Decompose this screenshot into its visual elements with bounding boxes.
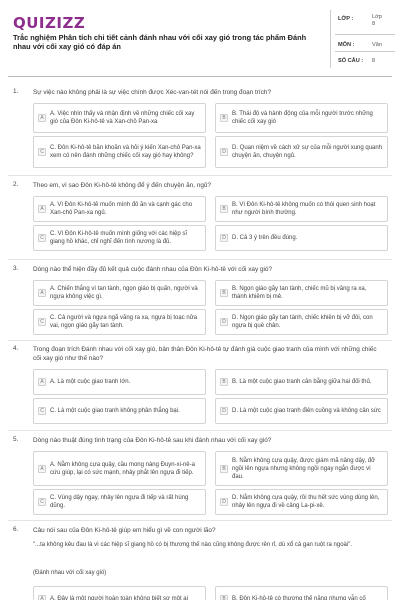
q2-option-d[interactable] [215, 225, 388, 251]
option-text: B. Vì Đôn Ki-hô-tê không muốn có thói quen sinh hoạt như người bình thường. [232, 202, 376, 216]
q4-option-a[interactable] [33, 369, 206, 395]
q5-option-b[interactable] [215, 451, 388, 486]
quizizz-logo: QUIZIZZ [13, 14, 86, 32]
q3-option-c[interactable] [33, 309, 206, 335]
question-number: 4. [13, 345, 19, 352]
q4-option-b[interactable] [215, 369, 388, 395]
question-separator [8, 259, 392, 260]
question-number: 5. [13, 436, 19, 443]
meta-divider [330, 10, 331, 68]
option-text: B. Là một cuộc giao tranh cân bằng giữa hai đối thủ. [232, 379, 372, 385]
option-text: C. Cả người và ngựa ngã văng ra xa, ngựa bị toạc nửa vai, ngọn giáo gãy tan tành. [50, 315, 198, 329]
question-number: 1. [13, 88, 19, 95]
option-text: C. Vì Đôn Ki-hô-tê muốn mình giống với các hiệp sĩ giang hồ khác, chỉ nghĩ đến tình nương là đủ. [50, 231, 187, 245]
q4-option-d[interactable] [215, 398, 388, 424]
subject-label: MÔN : [338, 42, 355, 48]
meta-subject-row [335, 35, 395, 52]
option-text: D. Cả 3 ý trên đều đúng. [232, 235, 298, 241]
option-letter: A [38, 595, 46, 600]
meta-class-row [335, 10, 395, 35]
option-letter: B [220, 378, 228, 386]
option-text: A. Đây là một người hoàn toàn không biết sợ một ai [50, 596, 188, 600]
q3-option-b[interactable] [215, 280, 388, 306]
question-text: Câu nói sau của Đôn Ki-hô-tê giúp em hiểu gì về con người lão? [33, 527, 216, 534]
option-letter: A [38, 378, 46, 386]
option-text: D. Nằm không cựa quậy, rồi thu hết sức vùng dùng lên, nhảy lên ngựa đi về cảng La-pi-xê. [232, 495, 380, 509]
option-letter: B [220, 205, 228, 213]
option-text: C. Đôn Ki-hô-tê băn khoăn và hỏi ý kiến Xan-chô Pan-xa xem có nên đánh những chiếc cối xay gió hay không? [50, 145, 201, 159]
q1-option-d[interactable] [215, 136, 388, 168]
question-separator [8, 175, 392, 176]
question-source: (Đánh nhau với cối xay gió) [33, 570, 107, 576]
question-text: Dòng nào thuật đúng tình trạng của Đôn Ki-hô-tê sau khi đánh nhau với cối xay gió? [33, 437, 272, 444]
count-label: SỐ CÂU : [338, 58, 364, 64]
q5-option-a[interactable] [33, 451, 206, 486]
q3-option-d[interactable] [215, 309, 388, 335]
option-text: D. Quan niệm về cách xử sự của mỗi người xung quanh chuyện ăn, chuyện ngủ. [232, 145, 383, 159]
option-letter: C [38, 234, 46, 242]
option-letter: D [220, 498, 228, 506]
question-number: 2. [13, 181, 19, 188]
option-letter: B [220, 465, 228, 473]
question-number: 6. [13, 526, 19, 533]
option-letter: C [38, 318, 46, 326]
meta-panel [335, 10, 395, 69]
class-label: LỚP : [338, 16, 354, 22]
q5-option-c[interactable] [33, 489, 206, 515]
option-text: D. Ngọn giáo gãy tan tành, chiếc khiên bị vỡ đôi, con ngựa bị què chân. [232, 315, 373, 329]
option-text: B. Ngọn giáo gãy tan tành, chiếc mũ bị văng ra xa, thành khiêm bị mẻ. [232, 286, 367, 300]
option-letter: B [220, 114, 228, 122]
option-text: C. Vùng dậy ngay, nhảy lên ngựa đi tiếp và rất hùng dũng. [50, 495, 189, 509]
question-separator [8, 430, 392, 431]
question-quote: "...ta không kêu đau là vì các hiệp sĩ giang hồ có bị thương thế nào cũng không được rên rỉ, dù xổ cả gan ruột ra ngoài". [33, 542, 353, 548]
count-value: 8 [372, 58, 376, 64]
question-text: Dòng nào thể hiện đầy đủ kết quả cuộc đánh nhau của Đôn Ki-hô-tê với cối xay gió? [33, 266, 273, 273]
option-text: A. Chiến thắng vì tan tành, ngọn giáo bị quấn, người và ngựa không việc gì. [50, 286, 198, 300]
option-text: D. Là một cuộc giao tranh điên cuồng và không cân sức [232, 408, 381, 414]
option-text: A. Là một cuộc giao tranh lớn. [50, 379, 131, 385]
option-letter: A [38, 114, 46, 122]
question-separator [8, 340, 392, 341]
q1-option-a[interactable] [33, 103, 206, 133]
option-text: B. Nằm không cựa quậy, được giám mã nâng dậy, đỡ ngồi lên ngựa nhưng không ngồi ngay ngắn được vì đau. [232, 457, 376, 480]
q2-option-c[interactable] [33, 225, 206, 251]
option-letter: D [220, 318, 228, 326]
q5-option-d[interactable] [215, 489, 388, 515]
option-letter: C [38, 498, 46, 506]
option-letter: C [38, 148, 46, 156]
question-text: Theo em, vì sao Đôn Ki-hô-tê không để ý đến chuyện ăn, ngủ? [33, 182, 211, 189]
option-letter: A [38, 289, 46, 297]
worksheet-header [0, 0, 400, 70]
class-value: Lớp 8 [372, 14, 382, 27]
question-text: Sự việc nào không phải là sự việc chính được Xéc-van-tét nói đến trong đoạn trích? [33, 89, 271, 96]
option-letter: D [220, 148, 228, 156]
q2-option-b[interactable] [215, 196, 388, 222]
option-text: B. Đôn Ki-hô-tê có thương thế nặng nhưng vẫn cố [232, 596, 366, 600]
option-letter: C [38, 407, 46, 415]
option-text: A. Nằm không cựa quậy, cầu mong nàng Đuyn-xi-nê-a cứu giúp, lại có sức mạnh, nhảy phắt lên ngựa đi tiếp. [50, 461, 195, 476]
subject-value: Văn [372, 42, 382, 48]
question-number: 3. [13, 265, 19, 272]
q3-option-a[interactable] [33, 280, 206, 306]
quiz-title: Trắc nghiệm Phân tích chi tiết cảnh đánh nhau với cối xay gió trong tác phẩm Đánh nhau với cối xay gió có đáp án [13, 33, 307, 52]
option-letter: D [220, 407, 228, 415]
option-letter: B [220, 289, 228, 297]
header-rule [8, 76, 392, 77]
q2-option-a[interactable] [33, 196, 206, 222]
option-letter: A [38, 465, 46, 473]
option-text: C. Là một cuộc giao tranh không phân thắng bại. [50, 408, 180, 414]
q1-option-c[interactable] [33, 136, 206, 168]
option-letter: A [38, 205, 46, 213]
option-letter: B [220, 595, 228, 600]
option-text: A. Vì Đôn Ki-hô-tê muốn mình đô ăn và cạnh gác cho Xan-chô Pan-xa ngủ. [50, 202, 193, 216]
question-separator [8, 520, 392, 521]
q4-option-c[interactable] [33, 398, 206, 424]
option-text: A. Việc nhìn thấy và nhận định về những chiếc cối xay gió của Đôn Ki-hô-tê và Xan-chô Pan-xa [50, 111, 195, 125]
q1-option-b[interactable] [215, 103, 388, 133]
option-letter: D [220, 234, 228, 242]
meta-count-row [335, 52, 395, 69]
question-text: Trong đoạn trích Đánh nhau với cối xay gió, bản thân Đôn Ki-hô-tê tự đánh giá cuộc giao tranh của mình với những chiếc cối xay gió như thế nào? [33, 346, 377, 362]
q6-option-b[interactable] [215, 586, 388, 600]
option-text: B. Thái độ và hành động của mỗi người trước những chiếc cối xay gió [232, 111, 373, 125]
q6-option-a[interactable] [33, 586, 206, 600]
